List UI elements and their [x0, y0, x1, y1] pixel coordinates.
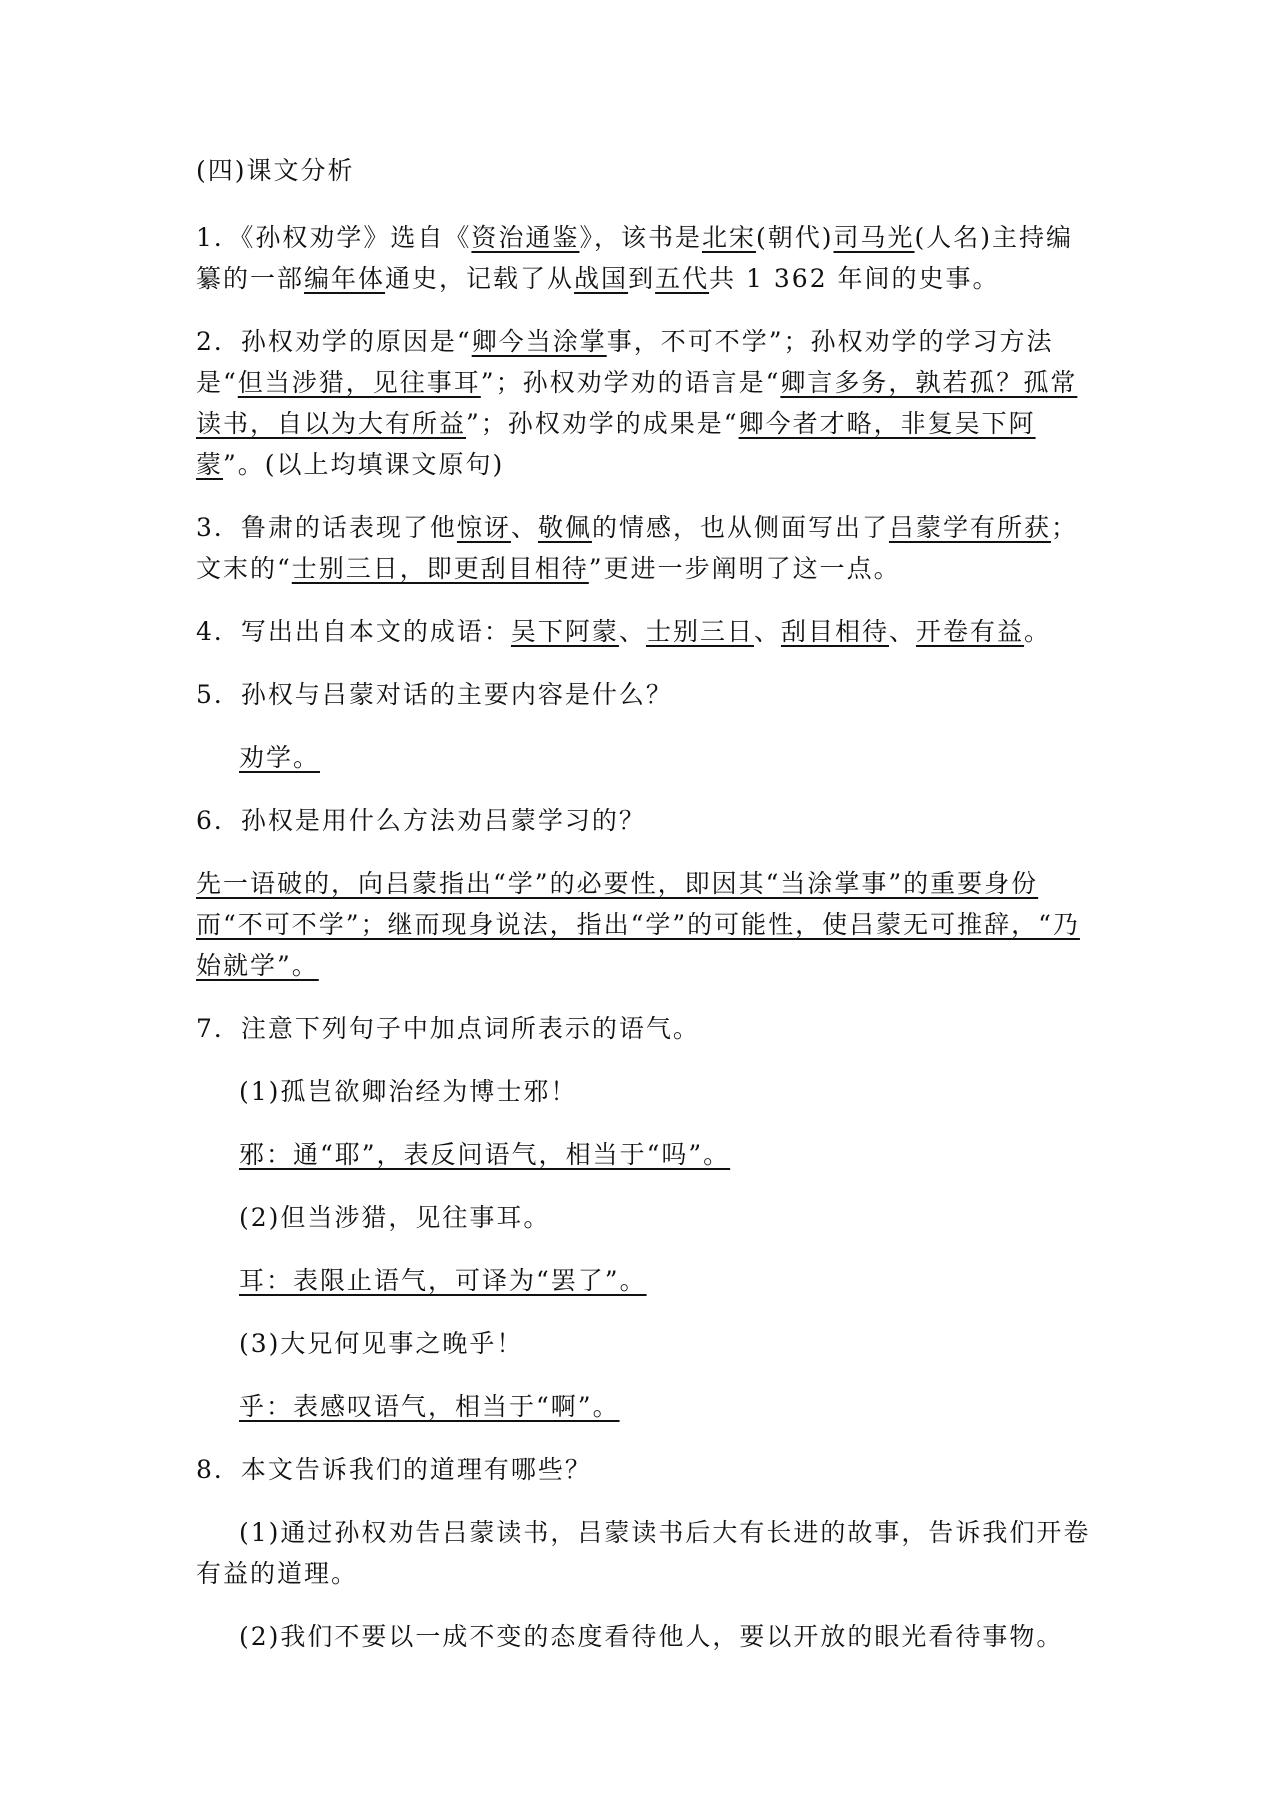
q3-text: ；文末的“: [196, 513, 1079, 583]
q3-text: 3．鲁肃的话表现了他: [196, 513, 457, 542]
q1-text: 通史，记载了从: [385, 264, 575, 293]
q1-answer: 司马光: [833, 223, 915, 252]
q4-text: 、: [753, 617, 781, 646]
q8-point-2: (2)我们不要以一成不变的态度看待他人，要以开放的眼光看待事物。: [239, 1622, 1064, 1651]
q4-answer: 吴下阿蒙: [510, 617, 619, 646]
q1-text: 到: [628, 264, 656, 293]
question-7: 7．注意下列句子中加点词所表示的语气。: [196, 1014, 700, 1043]
question-3: [196, 507, 1096, 589]
q4-answer: 士别三日: [645, 617, 754, 646]
q1-text: 1．《孙权劝学》选自《: [196, 223, 472, 252]
q3-answer: 敬佩: [537, 513, 592, 542]
q1-text: (朝代): [755, 223, 834, 252]
q2-answer: 卿言多务，孰若孤？孤常读书，自以为大有所益: [196, 368, 1078, 438]
q1-answer: 资治通鉴: [471, 223, 580, 252]
q1-answer: 编年体: [304, 264, 386, 293]
q1-answer: 战国: [574, 264, 629, 293]
question-8: 8．本文告诉我们的道理有哪些？: [196, 1455, 592, 1484]
q7-answer-2: [196, 1260, 1096, 1301]
q4-text: 。: [1024, 617, 1052, 646]
question-1: [196, 217, 1096, 299]
q7-answer-1: [196, 1134, 1096, 1175]
q7-sentence-3: (3)大兄何见事之晚乎！: [239, 1329, 524, 1358]
q8-point-1: (1)通过孙权劝告吕蒙读书，吕蒙读书后大有长进的故事，告诉我们开卷有益的道理。: [196, 1518, 1091, 1588]
q2-text: ”；孙权劝学劝的语言是“: [480, 368, 781, 397]
question-5: 5．孙权与吕蒙对话的主要内容是什么？: [196, 680, 673, 709]
q1-text: 》，该书是: [579, 223, 702, 252]
q7-answer: 乎：表感叹语气，相当于“啊”。: [239, 1392, 620, 1421]
q2-answer: 卿今者才略，非复吴下阿蒙: [196, 409, 1036, 479]
q1-answer: 北宋: [701, 223, 756, 252]
q3-answer: 惊讶: [456, 513, 511, 542]
q3-answer: 士别三日，即更刮目相待: [291, 554, 589, 583]
q4-answer: 刮目相待: [780, 617, 889, 646]
q5-answer: 劝学。: [239, 743, 321, 772]
q4-text: 4．写出出自本文的成语：: [196, 617, 511, 646]
q2-text: ”；孙权劝学的成果是“: [466, 409, 739, 438]
q3-text: ”更进一步阐明了这一点。: [588, 554, 901, 583]
q1-text: 共 1 362 年间的史事。: [709, 264, 1000, 293]
q4-text: 、: [889, 617, 917, 646]
section-heading: (四)课文分析: [196, 156, 355, 185]
q3-text: 的情感，也从侧面写出了: [591, 513, 889, 542]
q2-answer: 但当涉猎，见往事耳: [237, 368, 481, 397]
q7-sentence-2: (2)但当涉猎，见往事耳。: [239, 1203, 551, 1232]
q1-answer: 五代: [655, 264, 710, 293]
q2-text: ”。(以上均填课文原句): [223, 450, 505, 479]
question-2: [196, 321, 1096, 485]
answer-5: [196, 737, 1096, 778]
q2-text: 事，不可不学”；孙权劝学的学习方法是“: [196, 327, 1054, 397]
q4-answer: 开卷有益: [916, 617, 1025, 646]
question-6: 6．孙权是用什么方法劝吕蒙学习的？: [196, 806, 646, 835]
q7-answer-3: [196, 1386, 1096, 1427]
question-4: [196, 611, 1096, 652]
q4-text: 、: [618, 617, 646, 646]
answer-6: [196, 863, 1096, 986]
q3-text: 、: [510, 513, 538, 542]
q6-answer: 先一语破的，向吕蒙指出“学”的必要性，即因其“当涂掌事”的重要身份而“不可不学”；继而现身说法，指出“学”的可能性，使吕蒙无可推辞，“乃始就学”。: [196, 869, 1080, 980]
q7-answer: 邪：通“耶”，表反问语气，相当于“吗”。: [239, 1140, 731, 1169]
q7-sentence-1: (1)孤岂欲卿治经为博士邪！: [239, 1077, 578, 1106]
q7-answer: 耳：表限止语气，可译为“罢了”。: [239, 1266, 647, 1295]
q2-text: 2．孙权劝学的原因是“: [196, 327, 472, 356]
q3-answer: 吕蒙学有所获: [888, 513, 1051, 542]
q2-answer: 卿今当涂掌: [471, 327, 607, 356]
document-body: [196, 150, 1096, 1679]
q1-text: (人名)主持编纂的一部: [196, 223, 1074, 293]
